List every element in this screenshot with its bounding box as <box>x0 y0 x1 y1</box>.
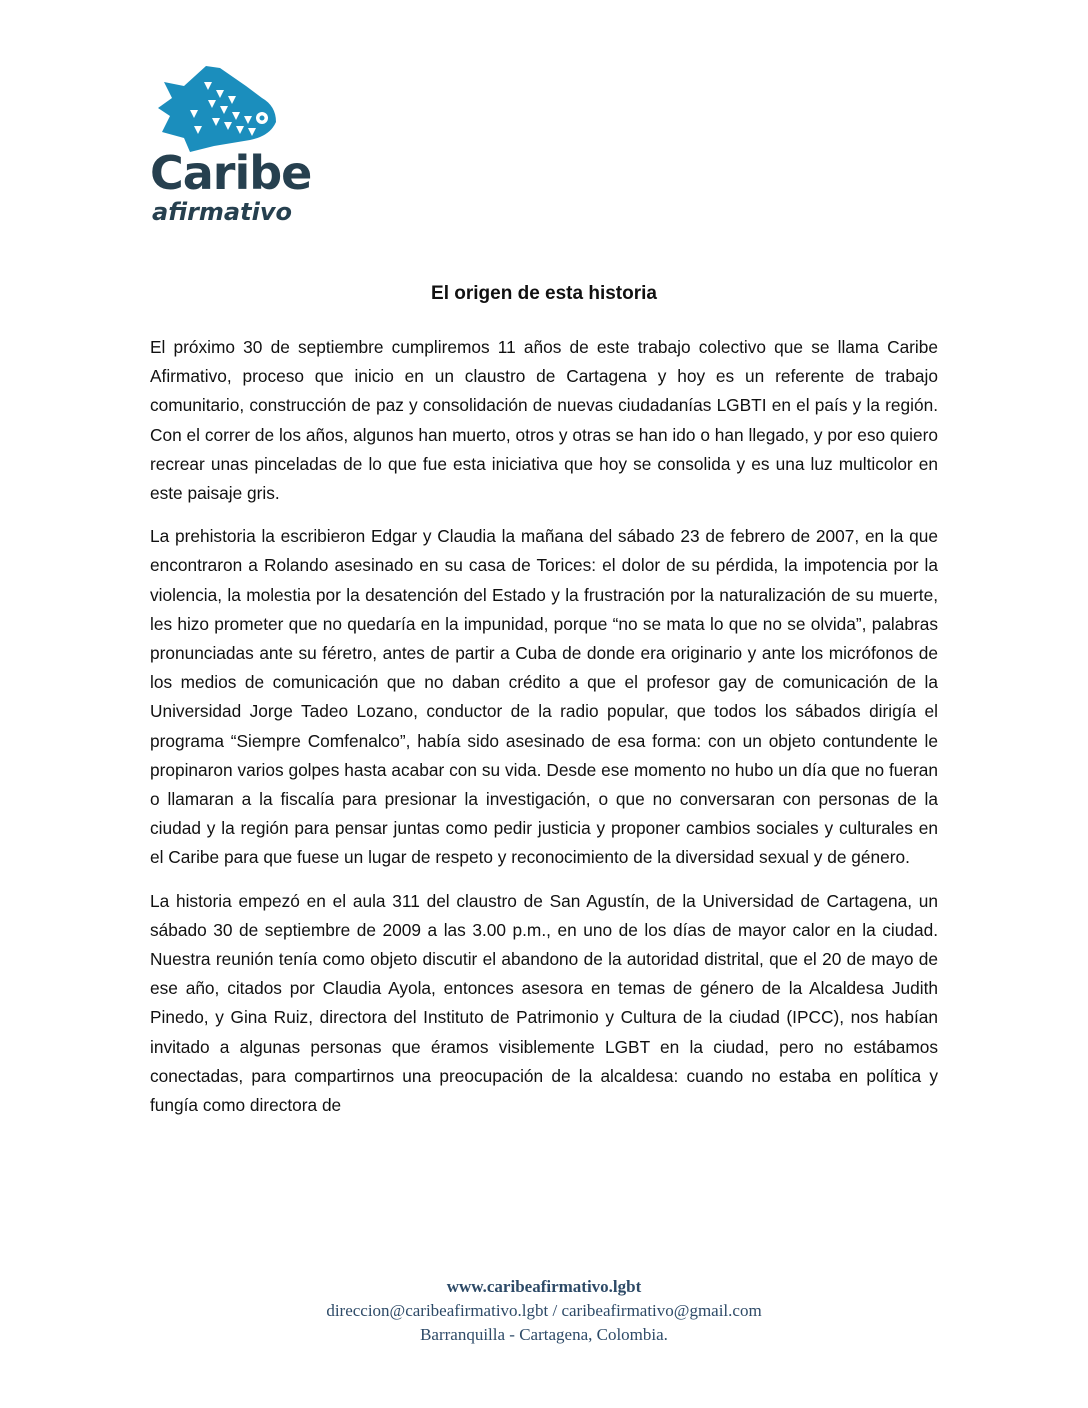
page-footer <box>0 1275 1088 1347</box>
paragraph: El próximo 30 de septiembre cumpliremos 11 años de este trabajo colectivo que se llama Caribe Afirmativo, proceso que inicio en un claustro de Cartagena y hoy es un referente de trabajo comunitario, construcción de paz y consolidación de nuevas ciudadanías LGBTI en el país y la región. Con el correr de los años, algunos han muerto, otros y otras se han ido o han llegado, y por eso quiero recrear unas pinceladas de lo que fue esta iniciativa que hoy se consolida y es una luz multicolor en este paisaje gris. <box>150 337 938 504</box>
paragraph: La historia empezó en el aula 311 del claustro de San Agustín, de la Universidad de Cartagena, un sábado 30 de septiembre de 2009 a las 3.00 p.m., en uno de los días de mayor calor en la ciudad. Nuestra reunión tenía como objeto discutir el abandono de la autoridad distrital, que el 20 de mayo de ese año, citados por Claudia Ayola, entonces asesora en temas de género de la Alcaldesa Judith Pinedo, y Gina Ruiz, directora del Instituto de Patrimonio y Cultura de la ciudad (IPCC), nos habían invitado a algunas personas que éramos visiblemente LGBT en la ciudad, pero no estábamos conectadas, para compartirnos una preocupación de la alcaldesa: cuando no estaba en política y fungía como directora de <box>150 890 938 1116</box>
footer-website-link[interactable]: www.caribeafirmativo.lgbt <box>446 1277 642 1296</box>
brand-tagline: afirmativo <box>152 198 292 226</box>
document-body <box>150 333 938 1134</box>
footer-emails[interactable]: direccion@caribeafirmativo.lgbt / caribeafirmativo@gmail.com <box>326 1301 762 1320</box>
brand-name: Caribe <box>150 146 312 200</box>
paragraph: La prehistoria la escribieron Edgar y Claudia la mañana del sábado 23 de febrero de 2007, en la que encontraron a Rolando asesinado en su casa de Torices: el dolor de su pérdida, la impotencia por la violencia, la molestia por la desatención del Estado y la frustración por la naturalización de su muerte, les hizo prometer que no quedaría en la impunidad, porque “no se mata lo que no se olvida”, palabras pronunciadas ante su féretro, antes de partir a Cuba de donde era originario y ante los micrófonos de los medios de comunicación que no daban crédito a que el profesor gay de comunicación de la Universidad Jorge Tadeo Lozano, conductor de la radio popular, que todos los sábados dirigía el programa “Siempre Comfenalco”, había sido asesinado de esa forma: con un objeto contundente le propinaron varios golpes hasta acabar con su vida. Desde ese momento no hubo un día que no fueran o llamaran a la fiscalía para presionar la investigación, o que no conversaran con personas de la ciudad y la región para pensar juntas como pedir justicia y proponer cambios sociales y culturales en el Caribe para que fuese un lugar de respeto y reconocimiento de la diversidad sexual y de género. <box>150 526 938 868</box>
document-title: El origen de esta historia <box>431 283 657 304</box>
footer-location: Barranquilla - Cartagena, Colombia. <box>420 1325 668 1344</box>
